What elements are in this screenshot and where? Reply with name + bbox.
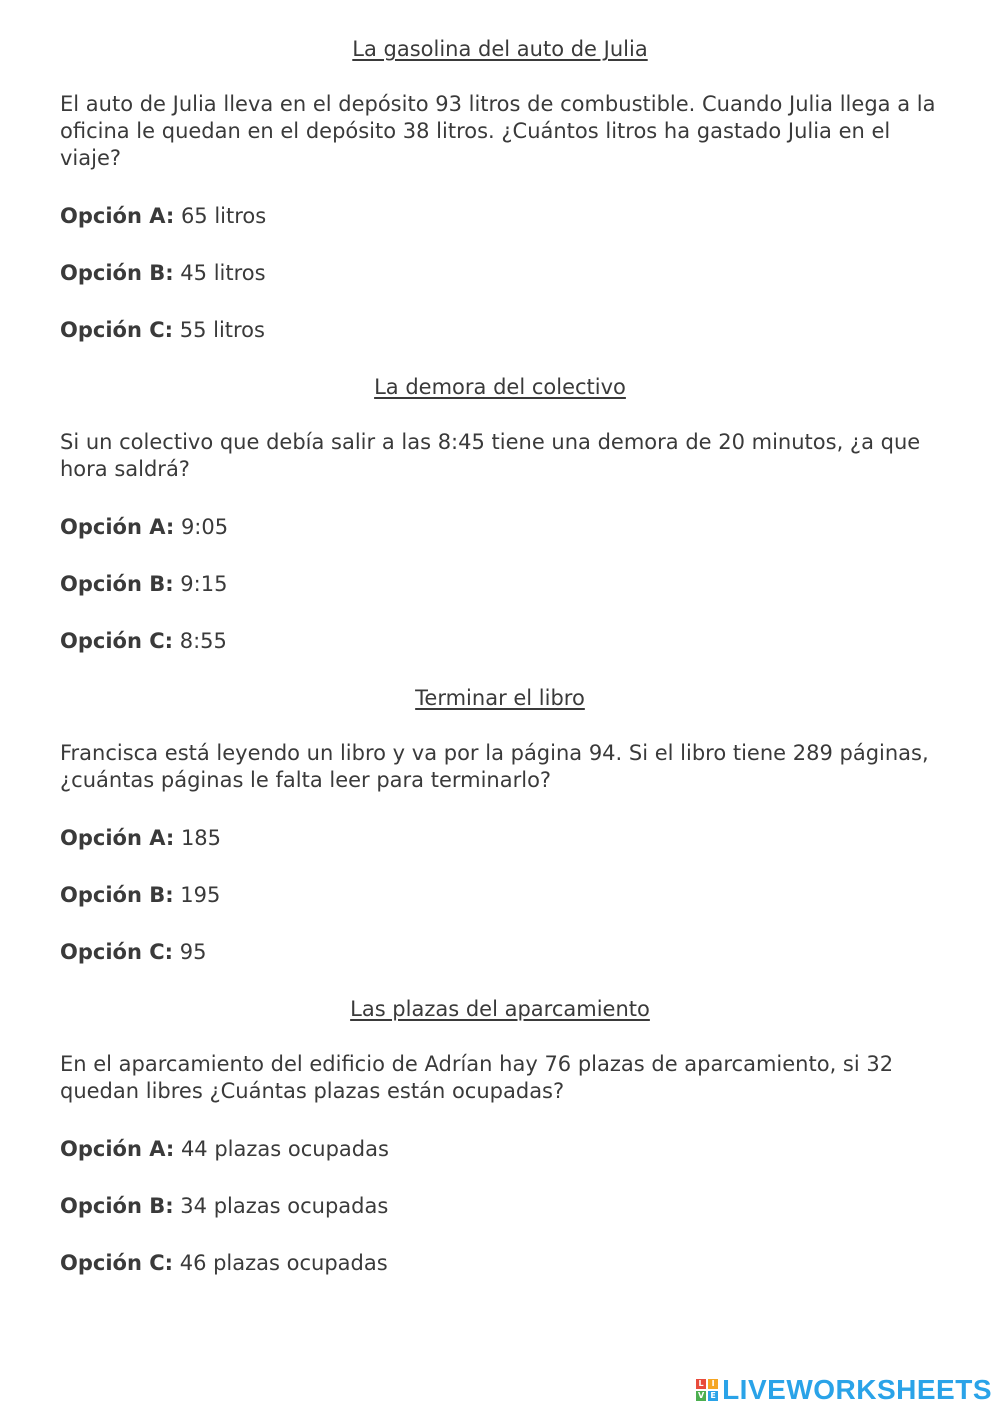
- option-label: Opción C:: [60, 940, 174, 964]
- problem-question: Si un colectivo que debía salir a las 8:45 tiene una demora de 20 minutos, ¿a que hora saldrá?: [60, 430, 921, 481]
- option-label: Opción B:: [60, 572, 174, 596]
- option-a: [60, 1134, 940, 1164]
- problem-2: [60, 372, 940, 656]
- option-a: [60, 823, 940, 853]
- problem-3: [60, 683, 940, 967]
- option-value: 65 litros: [174, 204, 267, 228]
- option-label: Opción C:: [60, 318, 174, 342]
- option-value: 9:15: [173, 572, 228, 596]
- option-label: Opción A:: [60, 826, 175, 850]
- logo-letter: V: [697, 1391, 705, 1400]
- option-value: 44 plazas ocupadas: [174, 1137, 389, 1161]
- problem-question: El auto de Julia lleva en el depósito 93 litros de combustible. Cuando Julia llega a la oficina le quedan en el depósito 38 litros. ¿Cuántos litros ha gastado Julia en el viaje?: [60, 92, 936, 170]
- option-label: Opción C:: [60, 629, 174, 653]
- option-b: [60, 258, 940, 288]
- problem-4: [60, 994, 940, 1278]
- option-b: [60, 880, 940, 910]
- option-value: 8:55: [173, 629, 227, 653]
- option-a: [60, 512, 940, 542]
- option-value: 55 litros: [173, 318, 265, 342]
- option-label: Opción A:: [60, 204, 175, 228]
- option-label: Opción A:: [60, 1137, 175, 1161]
- option-value: 195: [173, 883, 221, 907]
- option-label: Opción B:: [60, 261, 174, 285]
- problem-1: [60, 34, 940, 345]
- option-b: [60, 1191, 940, 1221]
- option-c: [60, 1248, 940, 1278]
- problem-title: Terminar el libro: [415, 686, 585, 710]
- option-label: Opción B:: [60, 883, 174, 907]
- logo-mark-icon: [696, 1379, 718, 1401]
- option-label: Opción A:: [60, 515, 175, 539]
- logo-letter: I: [708, 1379, 718, 1389]
- option-label: Opción B:: [60, 1194, 174, 1218]
- option-c: [60, 937, 940, 967]
- logo-letter: L: [696, 1379, 706, 1389]
- option-b: [60, 569, 940, 599]
- option-value: 9:05: [174, 515, 229, 539]
- logo-text: LIVEWORKSHEETS: [722, 1374, 992, 1405]
- option-value: 34 plazas ocupadas: [173, 1194, 389, 1218]
- option-value: 45 litros: [173, 261, 266, 285]
- logo-letter: E: [708, 1391, 718, 1401]
- problem-question: En el aparcamiento del edificio de Adrían hay 76 plazas de aparcamiento, si 32 quedan libres ¿Cuántas plazas están ocupadas?: [60, 1052, 894, 1103]
- option-label: Opción C:: [60, 1251, 174, 1275]
- problem-title: La gasolina del auto de Julia: [352, 37, 648, 61]
- problem-title: Las plazas del aparcamiento: [350, 997, 650, 1021]
- option-value: 46 plazas ocupadas: [173, 1251, 388, 1275]
- option-value: 185: [174, 826, 222, 850]
- liveworksheets-logo[interactable]: [696, 1375, 992, 1405]
- option-c: [60, 315, 940, 345]
- option-a: [60, 201, 940, 231]
- worksheet: [60, 34, 940, 1305]
- option-c: [60, 626, 940, 656]
- problem-question: Francisca está leyendo un libro y va por la página 94. Si el libro tiene 289 páginas, ¿cuántas páginas le falta leer para terminarlo?: [60, 741, 929, 792]
- problem-title: La demora del colectivo: [374, 375, 626, 399]
- option-value: 95: [173, 940, 207, 964]
